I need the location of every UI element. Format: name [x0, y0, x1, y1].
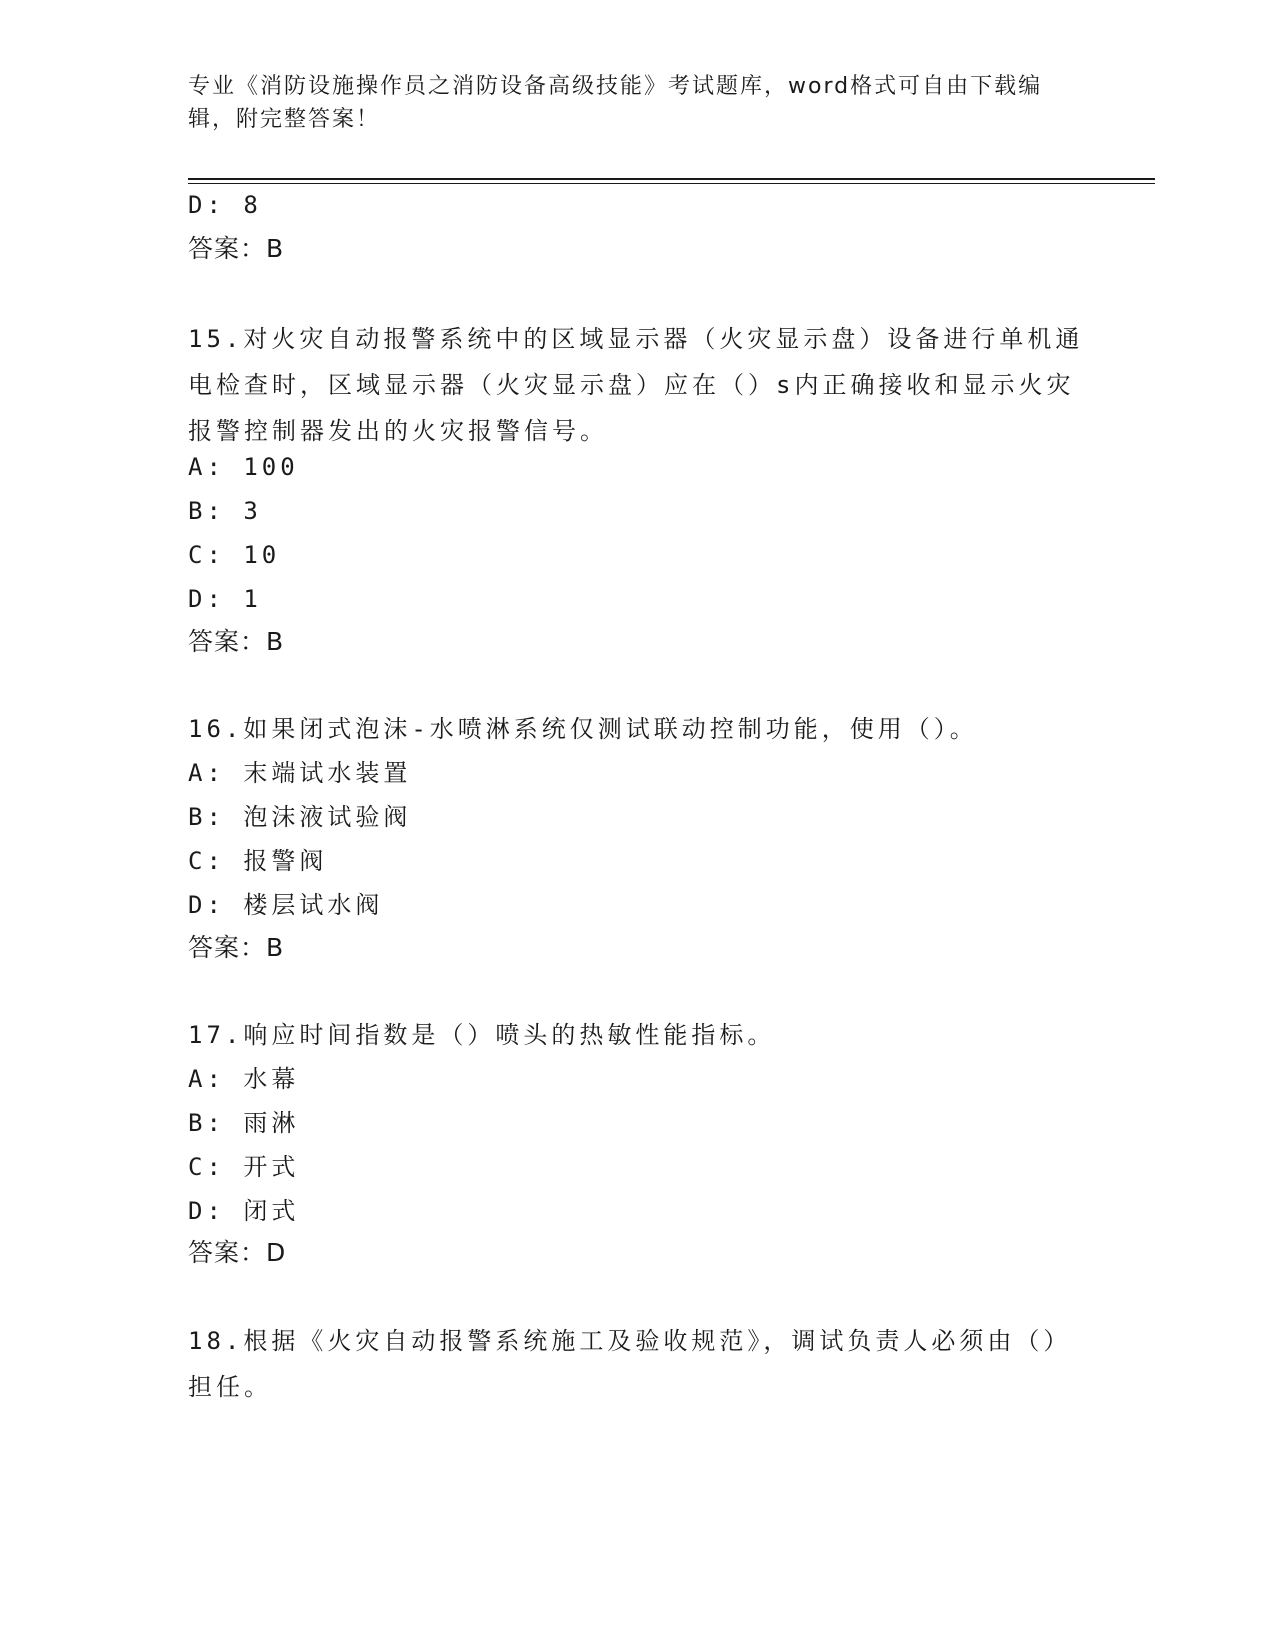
- question-17-answer: 答案：D: [188, 1238, 287, 1267]
- question-15-answer: 答案：B: [188, 627, 285, 656]
- question-17-stem: 17.响应时间指数是（）喷头的热敏性能指标。: [188, 1021, 776, 1049]
- question-15-option-d: D: 1: [188, 585, 262, 613]
- question-16-option-d: D: 楼层试水阀: [188, 891, 384, 919]
- question-17-option-d: D: 闭式: [188, 1197, 300, 1225]
- question-16-option-c: C: 报警阀: [188, 847, 328, 875]
- question-17-option-c: C: 开式: [188, 1153, 300, 1181]
- question-18-stem: 18.根据《火灾自动报警系统施工及验收规范》，调试负责人必须由（）担任。: [188, 1327, 1072, 1401]
- question-17-option-b: B: 雨淋: [188, 1109, 300, 1137]
- question-15-option-b: B: 3: [188, 497, 262, 525]
- question-15-stem: 15.对火灾自动报警系统中的区域显示器（火灾显示盘）设备进行单机通电检查时，区域显示器（火灾显示盘）应在（）s内正确接收和显示火灾报警控制器发出的火灾报警信号。: [188, 325, 1084, 445]
- question-16-option-b: B: 泡沫液试验阀: [188, 803, 412, 831]
- question-16-option-a: A: 末端试水装置: [188, 759, 412, 787]
- document-header: 专业《消防设施操作员之消防设备高级技能》考试题库，word格式可自由下载编辑，附完整答案！: [188, 74, 1043, 132]
- header-divider-thin: [188, 183, 1155, 184]
- question-17-option-a: A: 水幕: [188, 1065, 300, 1093]
- question-15-option-c: C: 10: [188, 541, 281, 569]
- question-15-option-a: A: 100: [188, 453, 299, 481]
- header-divider: [188, 178, 1155, 180]
- prev-option-d: D: 8: [188, 191, 262, 219]
- question-16-stem: 16.如果闭式泡沫-水喷淋系统仅测试联动控制功能，使用（）。: [188, 715, 978, 743]
- prev-answer: 答案：B: [188, 234, 285, 263]
- question-16-answer: 答案：B: [188, 933, 285, 962]
